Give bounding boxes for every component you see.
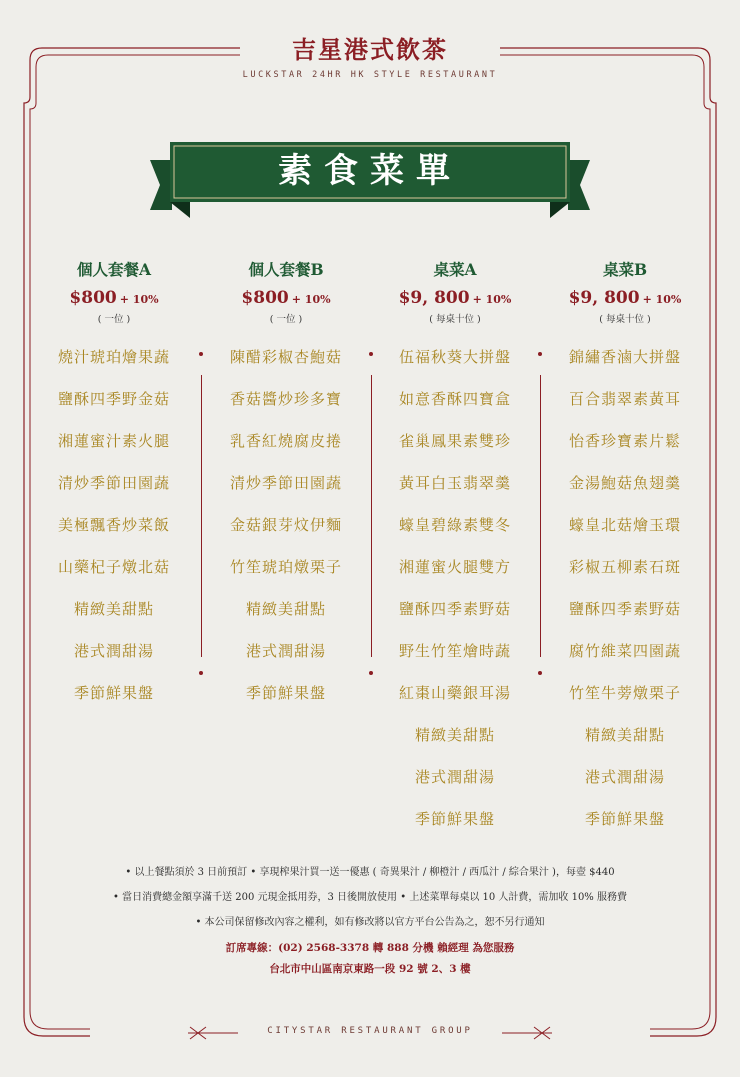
service-charge: + 10% (642, 293, 682, 306)
restaurant-subtitle: LUCKSTAR 24HR HK STYLE RESTAURANT (242, 70, 498, 80)
column-note: ( 一位 ) (97, 314, 131, 325)
column-separator (201, 375, 202, 657)
dish-item: 鹽酥四季素野菇 (568, 600, 681, 618)
dish-item: 竹笙牛蒡燉栗子 (568, 684, 681, 702)
dish-item: 港式潤甜湯 (245, 642, 326, 660)
dish-item: 鹽酥四季野金菇 (57, 390, 170, 408)
restaurant-name: 吉星港式飲茶 (292, 35, 448, 64)
dish-item: 金湯鮑菇魚翅羹 (568, 474, 681, 492)
dish-item: 金菇銀芽炆伊麵 (229, 516, 342, 534)
dish-item: 港式潤甜湯 (584, 768, 665, 786)
dish-item: 黃耳白玉翡翠羹 (398, 474, 511, 492)
separator-dot (199, 352, 203, 356)
separator-dot (538, 352, 542, 356)
note-line: • 以上餐點須於 3 日前預訂 • 享現榨果汁買一送一優惠 ( 奇異果汁 / 柳橙汁 / 西瓜汁 / 綜合果汁 )，每壺 $440 (125, 867, 615, 878)
menu-column-personal-a (30, 258, 198, 722)
dish-item: 蠔皇北菇燴玉環 (568, 516, 681, 534)
dish-item: 湘蓮蜜火腿雙方 (398, 558, 511, 576)
column-note: ( 每桌十位 ) (429, 314, 481, 325)
dish-item: 香菇醬炒珍多寶 (229, 390, 342, 408)
separator-dot (199, 671, 203, 675)
column-name: 個人套餐A (76, 260, 152, 279)
column-note: ( 每桌十位 ) (599, 314, 651, 325)
brand-header (0, 34, 740, 80)
dish-item: 如意香酥四寶盒 (398, 390, 511, 408)
group-name: CITYSTAR RESTAURANT GROUP (267, 1026, 473, 1036)
menu-column-table-a (371, 258, 539, 848)
dish-item: 怡香珍寶素片鬆 (568, 432, 681, 450)
service-charge: + 10% (119, 293, 159, 306)
price-value: $9, 800 (398, 288, 470, 308)
column-price (202, 284, 370, 312)
dish-item: 清炒季節田園蔬 (229, 474, 342, 492)
price-value: $800 (69, 288, 117, 308)
dish-item: 百合翡翠素黃耳 (568, 390, 681, 408)
column-name: 桌菜B (602, 260, 648, 279)
menu-title: 素食菜單 (278, 151, 462, 191)
dish-item: 山藥杞子燉北菇 (57, 558, 170, 576)
dish-item: 季節鮮果盤 (414, 810, 495, 828)
column-separator (371, 375, 372, 657)
column-price (541, 284, 709, 312)
dish-item: 腐竹維菜四園蔬 (568, 642, 681, 660)
separator-dot (369, 671, 373, 675)
dish-item: 鹽酥四季素野菇 (398, 600, 511, 618)
dish-item: 精緻美甜點 (73, 600, 154, 618)
dish-item: 蠔皇碧綠素雙冬 (398, 516, 511, 534)
price-value: $9, 800 (568, 288, 640, 308)
menu-column-table-b (541, 258, 709, 848)
dish-item: 季節鮮果盤 (584, 810, 665, 828)
note-line: • 本公司保留修改內容之權利，如有修改將以官方平台公告為之，恕不另行通知 (195, 917, 545, 928)
dish-item: 雀巢鳳果素雙珍 (398, 432, 511, 450)
column-name: 桌菜A (433, 260, 477, 279)
column-name: 個人套餐B (248, 260, 324, 279)
dish-item: 清炒季節田園蔬 (57, 474, 170, 492)
reservation-line: 訂席專線：(02) 2568-3378 轉 888 分機 賴經理 為您服務 (225, 942, 515, 954)
dish-item: 燒汁琥珀燴果蔬 (57, 348, 170, 366)
dish-item: 錦繡香滷大拼盤 (568, 348, 681, 366)
column-price (30, 284, 198, 312)
dish-item: 伍福秋葵大拼盤 (398, 348, 511, 366)
dish-item: 陳醋彩椒杏鮑菇 (229, 348, 342, 366)
address-line: 台北市中山區南京東路一段 92 號 2、3 樓 (269, 963, 471, 975)
separator-dot (538, 671, 542, 675)
dish-item: 湘蓮蜜汁素火腿 (57, 432, 170, 450)
dish-item: 精緻美甜點 (414, 726, 495, 744)
column-separator (540, 375, 541, 657)
dish-item: 季節鮮果盤 (73, 684, 154, 702)
price-value: $800 (241, 288, 289, 308)
dish-item: 野生竹笙燴時蔬 (398, 642, 511, 660)
column-price (371, 284, 539, 312)
dish-item: 季節鮮果盤 (245, 684, 326, 702)
dish-item: 彩椒五柳素石斑 (568, 558, 681, 576)
menu-column-personal-b (202, 258, 370, 722)
service-charge: + 10% (472, 293, 512, 306)
note-line: • 當日消費總金額享滿千送 200 元現金抵用券，3 日後開放使用 • 上述菜單每桌以 10 人計費，需加收 10% 服務費 (113, 892, 627, 903)
column-note: ( 一位 ) (269, 314, 303, 325)
dish-item: 竹笙琥珀燉栗子 (229, 558, 342, 576)
dish-item: 精緻美甜點 (245, 600, 326, 618)
dish-item: 港式潤甜湯 (414, 768, 495, 786)
dish-item: 美極飄香炒菜飯 (57, 516, 170, 534)
separator-dot (369, 352, 373, 356)
dish-item: 乳香紅燒腐皮捲 (229, 432, 342, 450)
contact-info (40, 938, 700, 980)
service-charge: + 10% (291, 293, 331, 306)
menu-notes (40, 863, 700, 938)
dish-item: 港式潤甜湯 (73, 642, 154, 660)
dish-item: 精緻美甜點 (584, 726, 665, 744)
dish-item: 紅棗山藥銀耳湯 (398, 684, 511, 702)
